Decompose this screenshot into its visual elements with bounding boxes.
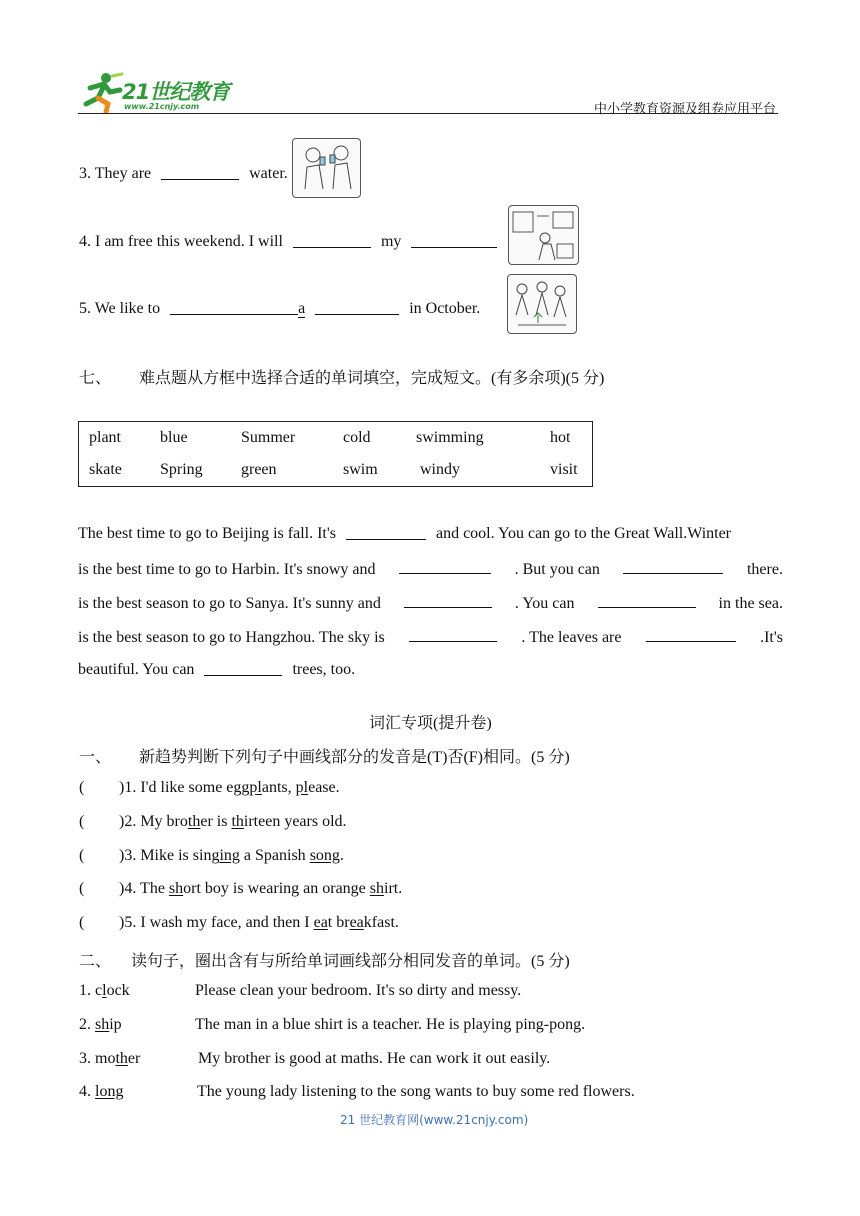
word-bank-word: swimming [416,429,484,446]
tf-item-5: ( )5. I wash my face, and then I eat breakfast. [79,914,399,931]
word-bank-word: visit [550,461,578,478]
answer-blank[interactable] [204,659,282,676]
section-2-heading: 二、 读句子，圈出含有与所给单词画线部分相同发音的单词。(5 分) [79,953,570,970]
word-bank-word: Summer [241,429,296,446]
answer-blank[interactable] [293,231,371,248]
word-bank-word: hot [550,429,571,446]
answer-blank[interactable] [315,298,399,315]
answer-blank[interactable] [346,523,426,540]
answer-blank[interactable] [404,591,492,608]
runner-logo-icon [76,70,124,114]
question-3: 3. They are water. [79,165,288,182]
word-bank-word: plant [89,429,121,446]
cleaning-room-picture [508,205,579,265]
answer-paren[interactable]: ( [79,880,85,897]
section-1-heading: 一、 新趋势判断下列句子中画线部分的发音是(T)否(F)相同。(5 分) [79,749,570,766]
logo-url-text: www.21cnjy.com [124,102,200,111]
word-bank-box [78,421,593,487]
phonics-sentence[interactable]: My brother is good at maths. He can work it out easily. [198,1050,551,1067]
answer-blank[interactable] [399,557,491,574]
answer-blank[interactable] [170,298,298,315]
tf-item-2: ( )2. My brother is thirteen years old. [79,813,347,830]
word-bank-word: skate [89,461,122,478]
footer-link[interactable]: 21 世纪教育网(www.21cnjy.com) [340,1113,529,1127]
answer-paren[interactable]: ( [79,847,85,864]
word-bank-row [79,454,593,487]
word-bank-row [79,422,593,455]
header-rule [78,113,778,114]
answer-blank[interactable] [161,163,239,180]
word-bank-word: blue [160,429,188,446]
answer-paren[interactable]: ( [79,813,85,830]
phonics-item-1: 1. clock Please clean your bedroom. It's so dirty and messy. [79,982,522,999]
kids-drinking-icon [293,139,360,197]
phonics-sentence[interactable]: Please clean your bedroom. It's so dirty and messy. [195,982,522,999]
answer-blank[interactable] [409,625,497,642]
word-bank-word: windy [420,461,460,478]
phonics-item-2: 2. ship The man in a blue shirt is a teacher. He is playing ping-pong. [79,1016,586,1033]
platform-label: 中小学教育资源及组卷应用平台 [594,102,777,117]
logo-main-text: 21世纪教育 [122,80,230,104]
tf-item-3: ( )3. Mike is singing a Spanish song. [79,847,344,864]
phonics-sentence[interactable]: The man in a blue shirt is a teacher. He is playing ping-pong. [195,1016,586,1033]
passage-line-1: The best time to go to Beijing is fall. It's and cool. You can go to the Great Wall.Winter [78,525,732,542]
word-bank-word: green [241,461,277,478]
tf-item-1: ( )1. I'd like some eggplants, please. [79,779,340,796]
answer-blank[interactable] [598,591,696,608]
phonics-item-3: 3. mother My brother is good at maths. He can work it out easily. [79,1050,551,1067]
passage-line-2: is the best time to go to Harbin. It's snowy and . But you can there. [78,557,783,579]
passage-line-5: beautiful. You can trees, too. [78,661,356,678]
answer-blank[interactable] [411,231,497,248]
tf-item-4: ( )4. The short boy is wearing an orange shirt. [79,880,403,897]
phonics-sentence[interactable]: The young lady listening to the song wants to buy some red flowers. [197,1083,635,1100]
answer-blank[interactable] [623,557,723,574]
question-4: 4. I am free this weekend. I will my [79,231,497,251]
section-7-heading: 七、 难点题从方框中选择合适的单词填空，完成短文。(有多余项)(5 分) [79,370,605,387]
passage-line-3: is the best season to go to Sanya. It's sunny and . You can in the sea. [78,591,783,613]
question-5: 5. We like to a in October. [79,300,481,317]
word-bank-word: Spring [160,461,203,478]
phonics-item-4: 4. long The young lady listening to the song wants to buy some red flowers. [79,1083,635,1100]
planting-trees-picture [507,274,577,334]
answer-paren[interactable]: ( [79,779,85,796]
passage-line-4: is the best season to go to Hangzhou. The sky is . The leaves are .It's [78,625,783,647]
answer-blank[interactable] [646,625,736,642]
room-icon [509,206,578,264]
kids-planting-icon [508,275,576,333]
word-bank-word: swim [343,461,378,478]
drinking-water-picture [292,138,361,198]
answer-paren[interactable]: ( [79,914,85,931]
vocab-title: 词汇专项(提升卷) [369,715,492,732]
word-bank-word: cold [343,429,371,446]
logo [76,70,246,114]
